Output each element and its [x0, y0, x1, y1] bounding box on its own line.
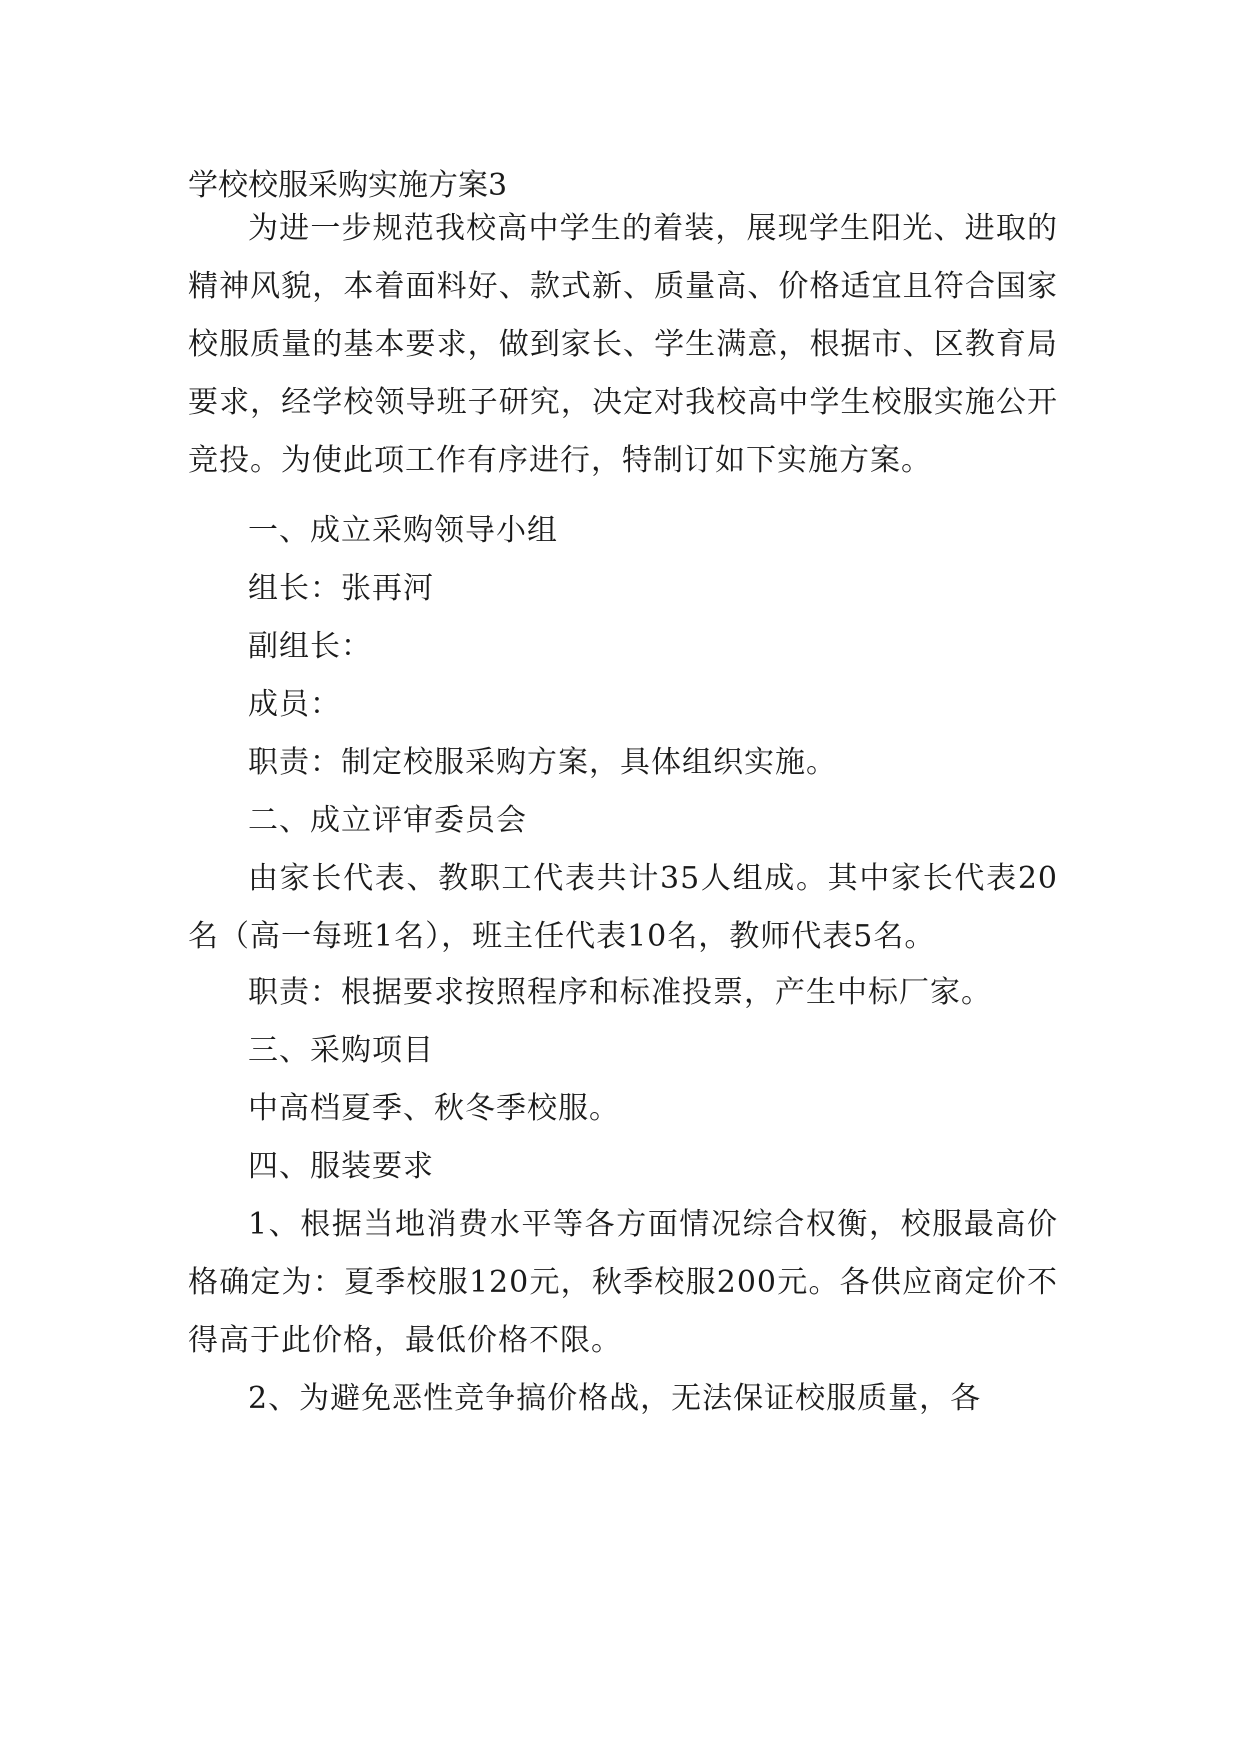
section-block-2: [188, 964, 1058, 1370]
paragraph: 由家长代表、教职工代表共计35人组成。其中家长代表20名（高一每班1名），班主任代表10名，教师代表5名。: [188, 861, 1058, 954]
paragraph-final: [188, 1370, 1058, 1428]
paragraph: 为进一步规范我校高中学生的着装，展现学生阳光、进取的精神风貌，本着面料好、款式新、质量高、价格适宜且符合国家校服质量的基本要求，做到家长、学生满意，根据市、区教育局要求，经学校领导班子研究，决定对我校高中学生校服实施公开竞投。为使此项工作有序进行，特制订如下实施方案。: [188, 211, 1058, 478]
paragraph: 职责：制定校服采购方案，具体组织实施。: [248, 745, 837, 780]
paragraph: 中高档夏季、秋冬季校服。: [248, 1091, 620, 1126]
section-heading: 二、成立评审委员会: [248, 803, 527, 838]
section-heading: 一、成立采购领导小组: [248, 513, 558, 548]
document-title: 学校校服采购实施方案3: [188, 168, 508, 203]
paragraph: 成员：: [248, 687, 341, 722]
section-heading: 三、采购项目: [248, 1033, 434, 1068]
paragraph: 1、根据当地消费水平等各方面情况综合权衡，校服最高价格确定为：夏季校服120元，秋季校服200元。各供应商定价不得高于此价格，最低价格不限。: [188, 1207, 1058, 1358]
section-block-1: [188, 502, 1058, 966]
paragraph-intro: [188, 200, 1058, 490]
paragraph: 职责：根据要求按照程序和标准投票，产生中标厂家。: [248, 975, 992, 1010]
paragraph: 副组长：: [248, 629, 372, 664]
section-heading: 四、服装要求: [248, 1149, 434, 1184]
paragraph: 2、为避免恶性竞争搞价格战，无法保证校服质量，各: [248, 1381, 982, 1416]
paragraph: 组长：张再河: [248, 571, 434, 606]
